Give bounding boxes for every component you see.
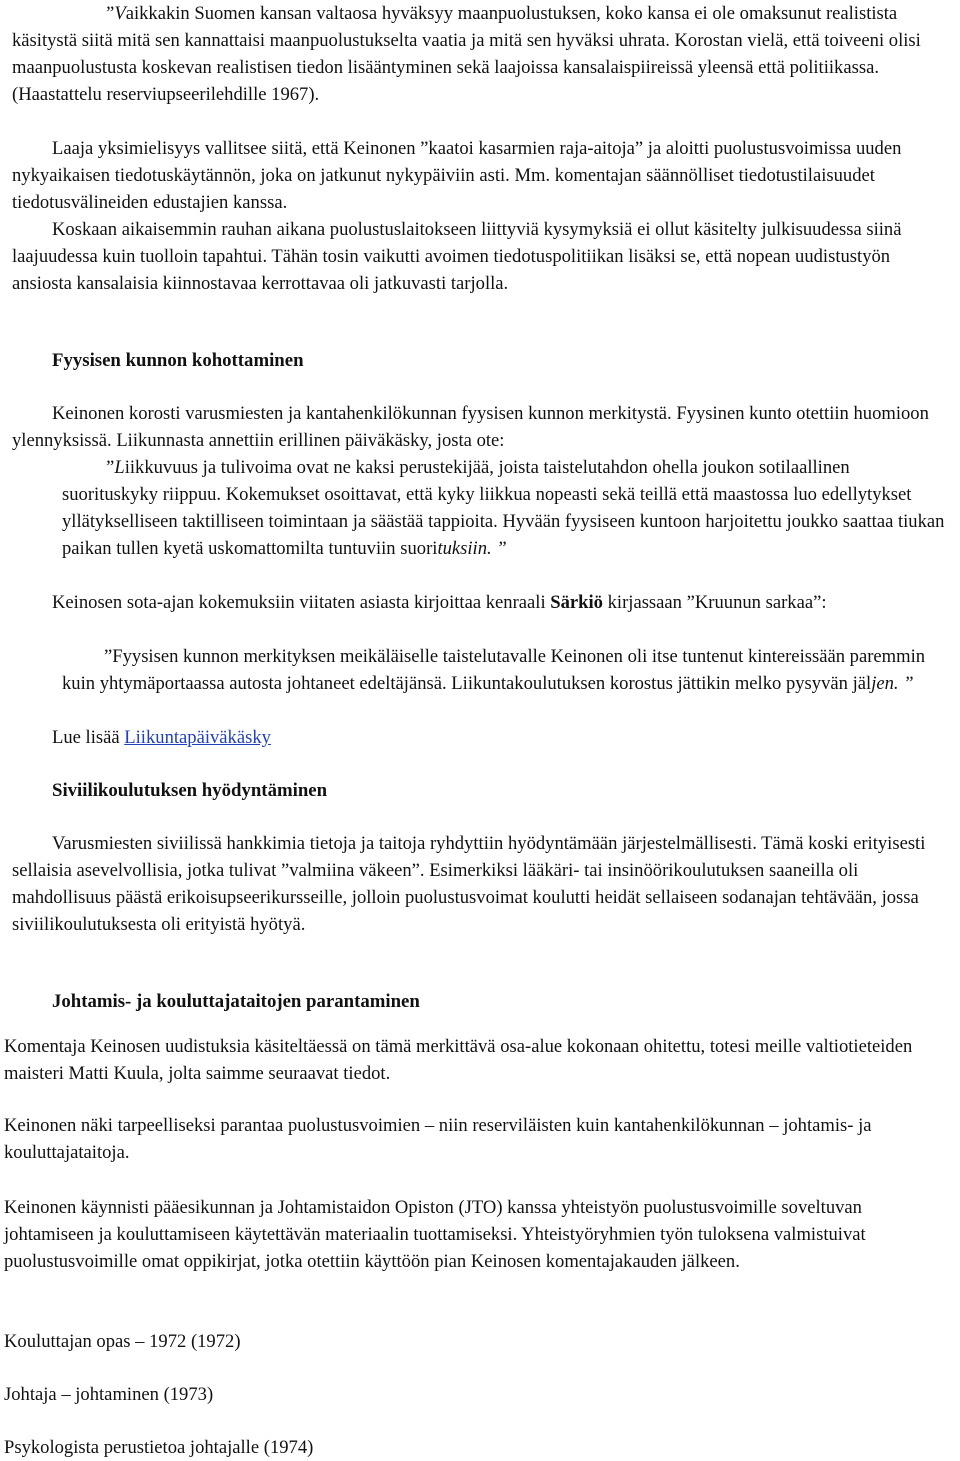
read-more: [52, 724, 271, 751]
sarkio-name: Särkiö: [550, 592, 603, 613]
paragraph-openness: Koskaan aikaisemmin rauhan aikana puolustuslaitokseen liittyviä kysymyksiä ei ollut käsitelty julkisuudessa siinä laajuudessa kuin tuolloin tapahtui. Tähän tosin vaikutti avoimen tiedotuspolitiikan lisäksi se, että nopean uudistustyön ansiosta kansalaisia kiinnostavaa kerrottavaa oli jatkuvasti tarjolla.: [12, 219, 902, 294]
fitness-heading: Fyysisen kunnon kohottaminen: [52, 350, 304, 371]
leadership-paragraph-3: Keinonen käynnisti pääesikunnan ja Johtamistaidon Opiston (JTO) kanssa yhteistyön puolustusvoimille soveltuvan johtamiseen ja kouluttamiseen käytettävän materiaalin tuottamiseksi. Yhteistyöryhmien työn tuloksena valmistuivat puolustusvoimille omat oppikirjat, jotka otettiin käyttöön pian Keinosen komentajakauden jälkeen.: [4, 1197, 866, 1272]
sarkio-after: kirjassaan ”Kruunun sarkaa”:: [602, 592, 827, 613]
paragraph-consensus: Laaja yksimielisyys vallitsee siitä, että Keinonen ”kaatoi kasarmien raja-aitoja” ja aloitti puolustusvoimissa uuden nykyaikaisen tiedotuskäytännön, joka on jatkunut nykypäiviin asti. Mm. komentajan säännölliset tiedotustilaisuudet tiedotusvälineiden edustajien kanssa.: [12, 138, 902, 213]
book-item: Johtaja – johtaminen (1973): [4, 1384, 214, 1405]
leadership-paragraph-1: Komentaja Keinosen uudistuksia käsiteltäessä on tämä merkittävä osa-alue kokonaan ohitettu, totesi meille valtiotieteiden maisteri Matti Kuula, jolta saimme seuraavat tiedot.: [4, 1036, 913, 1084]
fitness-quote-first-letter: L: [114, 457, 125, 478]
sarkio-paragraph: [12, 589, 947, 616]
intro-quote-mark: ”: [104, 3, 115, 24]
intro-quote-first-letter: V: [114, 3, 126, 24]
read-more-link[interactable]: Liikuntapäiväkäsky: [124, 727, 271, 748]
fitness-quote-italic-end: tuksiin.: [437, 538, 492, 559]
intro-quote-body: aikkakin Suomen kansan valtaosa hyväksyy maanpuolustuksen, koko kansa ei ole omaksunut realistista käsitystä siitä mitä sen kannattaisi maanpuolustukselta vaatia ja mitä sen hyväksi uhrata. Korostan vielä, että toiveeni olisi maanpuolustusta koskevan realistisen tiedon lisääntyminen sekä laajoissa kansalaispiireissä yleensä että politiikassa. (Haastattelu reserviupseerilehdille 1967).: [12, 3, 921, 105]
fitness-quote-mark: ”: [104, 457, 115, 478]
sarkio-before: Keinosen sota-ajan kokemuksiin viitaten asiasta kirjoittaa kenraali: [52, 592, 551, 613]
sarkio-quote-body: Fyysisen kunnon merkityksen meikäläiselle taistelutavalle Keinonen oli itse tuntenut kintereissään paremmin kuin yhtymäportaassa autosta johtaneet edeltäjänsä. Liikuntakoulutuksen korostus jättikin melko pysyvän jäl: [62, 646, 926, 694]
read-more-prefix: Lue lisää: [52, 727, 125, 748]
fitness-quote: [62, 454, 947, 562]
sarkio-quote-mark: ”: [104, 646, 113, 667]
fitness-quote-closing-mark: ”: [491, 538, 507, 559]
sarkio-quote-closing-mark: ”: [898, 673, 914, 694]
leadership-paragraph-2: Keinonen näki tarpeelliseksi parantaa puolustusvoimien – niin reserviläisten kuin kantahenkilökunnan – johtamis- ja kouluttajataitoja.: [4, 1115, 872, 1163]
civil-body: Varusmiesten siviilissä hankkimia tietoja ja taitoja ryhdyttiin hyödyntämään järjestelmällisesti. Tämä koski erityisesti sellaisia asevelvollisia, jotka tulivat ”valmiina väkeen”. Esimerkiksi lääkäri- tai insinöörikoulutuksen saaneilla oli mahdollisuus päästä erikoisupseerikursseille, jolloin puolustusvoimat koulutti heidät sellaiseen sodanajan tehtävään, jossa siviilikoulutuksesta oli erityistä hyötyä.: [12, 833, 926, 935]
leadership-heading: Johtamis- ja kouluttajataitojen parantaminen: [52, 991, 420, 1012]
book-item: Kouluttajan opas – 1972 (1972): [4, 1331, 241, 1352]
sarkio-quote-italic-end: jen.: [871, 673, 899, 694]
book-item: Psykologista perustietoa johtajalle (1974): [4, 1437, 314, 1458]
fitness-intro: Keinonen korosti varusmiesten ja kantahenkilökunnan fyysisen kunnon merkitystä. Fyysinen kunto otettiin huomioon ylennyksissä. Liikunnasta annettiin erillinen päiväkäsky, josta ote:: [12, 403, 929, 451]
fitness-quote-body: iikkuvuus ja tulivoima ovat ne kaksi perustekijää, joista taistelutahdon ohella joukon sotilaallinen suorituskyky riippuu. Kokemukset osoittavat, että kyky liikkua nopeasti sekä teillä että maastossa luo edellytykset yllätykselliseen taktilliseen toimintaan ja säästää tappioita. Hyvään fyysiseen kuntoon harjoitettu joukko saattaa tiukan paikan tullen kyetä uskomattomilta tuntuviin suori: [62, 457, 945, 559]
sarkio-quote: [62, 643, 947, 697]
civil-heading: Siviilikoulutuksen hyödyntäminen: [52, 780, 328, 801]
intro-quote: [12, 0, 947, 108]
